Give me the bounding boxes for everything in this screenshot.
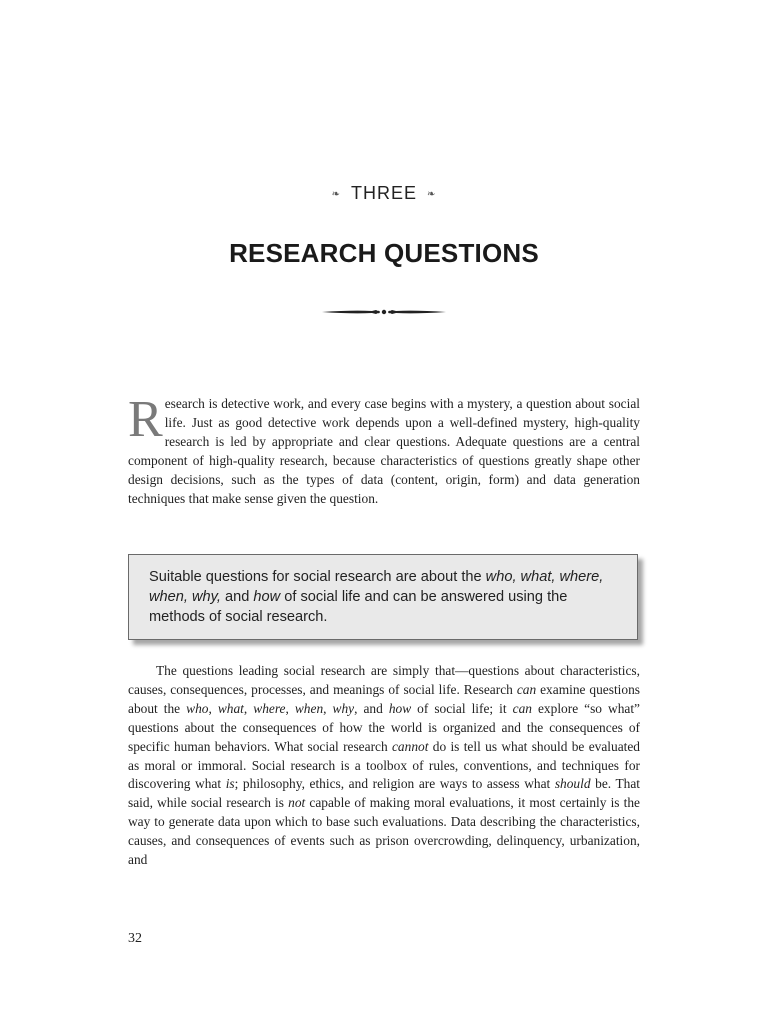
p2-s5: explore “so what” questions about the consequences of how the world is organized and the consequences of specific human behaviors. What social research (128, 700, 640, 754)
body-paragraph (128, 662, 640, 870)
p2-i-where: where (253, 700, 286, 716)
drop-cap: R (128, 391, 163, 448)
p2-i-when: when (294, 700, 324, 716)
p2-c3: , (285, 700, 295, 716)
p2-i-who: who (186, 700, 209, 716)
callout-italic-2: how (253, 589, 281, 605)
p2-i-what: what (217, 700, 244, 716)
callout-text-2: and (220, 589, 254, 605)
p2-i-how: how (388, 700, 412, 716)
ornament-left-icon: ❧ (331, 189, 341, 200)
p2-s2: examine questions about the (128, 681, 641, 716)
p2-i-not: not (288, 795, 306, 811)
p2-c4: , (323, 700, 333, 716)
p2-i-why: why (332, 700, 355, 716)
p2-i-can: can (516, 681, 537, 697)
ornament-right-icon: ❧ (427, 189, 437, 200)
p2-s4: of social life; it (411, 700, 513, 716)
p2-s6: do is tell us what should be evaluated as moral or immoral. Social research is a toolbox of rules, conventions, and techniques for discovering what (128, 738, 640, 792)
decorative-divider-icon (320, 305, 448, 319)
p2-s8: be. That said, while social research is (128, 776, 641, 811)
p2-i-cannot: cannot (391, 738, 429, 754)
chapter-number-label: THREE (350, 183, 417, 203)
intro-text: esearch is detective work, and every case begins with a mystery, a question about social life. Just as good detective work depends upon a well-defined mystery, high-quality research is led by appropriate and clear questions. Adequate questions are a central component of high-quality research, because characteristics of questions greatly shape other design decisions, such as the types of data (content, origin, form) and data generation techniques that make sense given the question. (128, 396, 640, 506)
callout-box (128, 554, 638, 640)
p2-i-is: is (225, 776, 235, 792)
p2-c1: , (208, 700, 218, 716)
p2-c2: , (243, 700, 254, 716)
p2-s3: , and (354, 700, 389, 716)
p2-s9: capable of making moral evaluations, it most certainly is the way to generate data upon which to base such evaluations. Data describing the characteristics, causes, and consequences of events such as prison overcrowding, delinquency, urbanization, and (128, 795, 640, 868)
intro-paragraph (128, 391, 640, 508)
page-number: 32 (128, 931, 142, 946)
chapter-title: RESEARCH QUESTIONS (229, 238, 539, 268)
p2-i-can2: can (512, 700, 532, 716)
chapter-number (0, 183, 768, 204)
callout-text-1: Suitable questions for social research are about the (149, 569, 486, 585)
callout-text-3: of social life and can be answered using the methods of social research. (149, 589, 568, 625)
callout-italic-1: who, what, where, when, why, (149, 569, 604, 605)
p2-s7: ; philosophy, ethics, and religion are ways to assess what (234, 776, 555, 792)
p2-i-should: should (554, 776, 591, 792)
p2-s1: The questions leading social research are simply that—questions about characteristics, causes, consequences, processes, and meanings of social life. Research (128, 663, 640, 697)
